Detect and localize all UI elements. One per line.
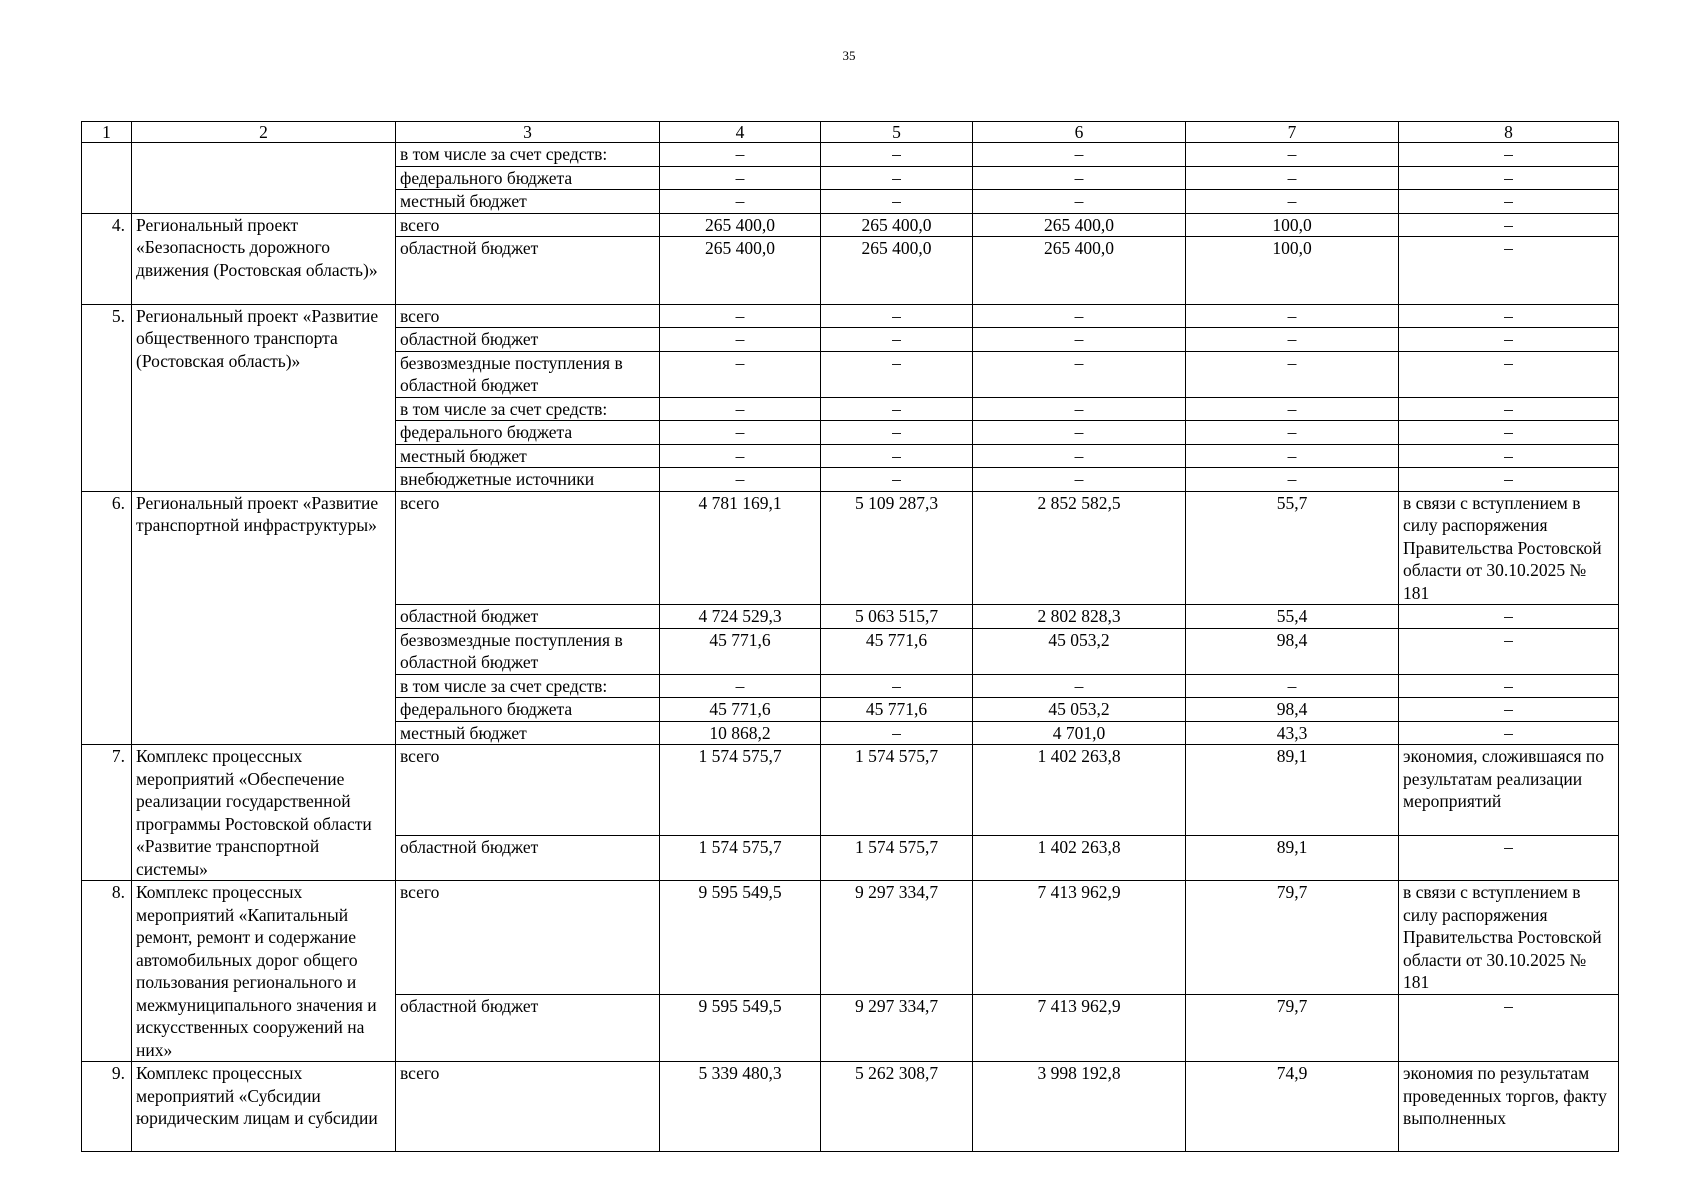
source-label-cell: всего — [396, 881, 660, 995]
value-cell: – — [973, 351, 1186, 397]
source-label-cell: областной бюджет — [396, 994, 660, 1062]
budget-table — [81, 121, 1619, 1152]
value-cell: 265 400,0 — [821, 213, 973, 237]
value-cell: – — [1186, 674, 1399, 698]
value-cell: – — [821, 190, 973, 214]
value-cell: 45 771,6 — [821, 628, 973, 674]
value-cell: 7 413 962,9 — [973, 994, 1186, 1062]
source-label-cell: местный бюджет — [396, 190, 660, 214]
value-cell: – — [660, 143, 821, 167]
value-cell: 4 701,0 — [973, 721, 1186, 745]
note-cell: – — [1399, 721, 1619, 745]
value-cell: – — [1399, 190, 1619, 214]
value-cell: – — [973, 444, 1186, 468]
table-row — [82, 304, 1619, 328]
table-row — [82, 881, 1619, 995]
value-cell: 5 262 308,7 — [821, 1062, 973, 1152]
item-name-cell: Комплекс процессных мероприятий «Субсидии юридическим лицам и субсидии — [132, 1062, 396, 1152]
value-cell: 45 771,6 — [660, 628, 821, 674]
value-cell: 45 771,6 — [660, 698, 821, 722]
value-cell: – — [660, 397, 821, 421]
note-cell: – — [1399, 605, 1619, 629]
value-cell: 10 868,2 — [660, 721, 821, 745]
value-cell: – — [821, 304, 973, 328]
row-number-cell: 9. — [82, 1062, 132, 1152]
value-cell: 100,0 — [1186, 237, 1399, 305]
value-cell: 4 781 169,1 — [660, 491, 821, 605]
source-label-cell: областной бюджет — [396, 605, 660, 629]
table-row — [82, 213, 1619, 237]
row-number-cell: 5. — [82, 304, 132, 491]
note-cell: – — [1399, 397, 1619, 421]
header-cell: 4 — [660, 122, 821, 143]
value-cell: 9 595 549,5 — [660, 881, 821, 995]
value-cell: 1 574 575,7 — [660, 745, 821, 836]
value-cell: 265 400,0 — [973, 213, 1186, 237]
row-number-cell: 7. — [82, 745, 132, 881]
value-cell: 45 771,6 — [821, 698, 973, 722]
source-label-cell: местный бюджет — [396, 721, 660, 745]
value-cell: 55,7 — [1186, 491, 1399, 605]
item-name-cell — [132, 143, 396, 214]
header-cell: 5 — [821, 122, 973, 143]
value-cell: 2 852 582,5 — [973, 491, 1186, 605]
value-cell: 265 400,0 — [821, 237, 973, 305]
source-label-cell: безвозмездные поступления в областной бюджет — [396, 628, 660, 674]
value-cell: – — [973, 397, 1186, 421]
value-cell: – — [1186, 190, 1399, 214]
value-cell: 45 053,2 — [973, 698, 1186, 722]
value-cell: – — [973, 468, 1186, 492]
item-name-cell: Региональный проект «Развитие транспортной инфраструктуры» — [132, 491, 396, 745]
row-number-cell — [82, 143, 132, 214]
value-cell: 9 297 334,7 — [821, 881, 973, 995]
value-cell: – — [973, 304, 1186, 328]
note-cell: – — [1399, 835, 1619, 880]
header-cell: 8 — [1399, 122, 1619, 143]
note-cell: экономия, сложившаяся по результатам реализации мероприятий — [1399, 745, 1619, 836]
header-cell: 7 — [1186, 122, 1399, 143]
value-cell: 89,1 — [1186, 835, 1399, 880]
source-label-cell: всего — [396, 1062, 660, 1152]
value-cell: – — [1186, 444, 1399, 468]
value-cell: 265 400,0 — [660, 213, 821, 237]
value-cell: 1 402 263,8 — [973, 835, 1186, 880]
source-label-cell: местный бюджет — [396, 444, 660, 468]
value-cell: – — [1399, 166, 1619, 190]
value-cell: – — [821, 143, 973, 167]
value-cell: 9 297 334,7 — [821, 994, 973, 1062]
value-cell: 43,3 — [1186, 721, 1399, 745]
value-cell: – — [1186, 143, 1399, 167]
note-cell: – — [1399, 994, 1619, 1062]
value-cell: – — [973, 166, 1186, 190]
value-cell: 1 574 575,7 — [821, 745, 973, 836]
value-cell: – — [660, 351, 821, 397]
value-cell: 1 574 575,7 — [821, 835, 973, 880]
source-label-cell: всего — [396, 491, 660, 605]
note-cell: – — [1399, 421, 1619, 445]
value-cell: – — [973, 143, 1186, 167]
source-label-cell: областной бюджет — [396, 328, 660, 352]
value-cell: – — [973, 190, 1186, 214]
note-cell: в связи с вступлением в силу распоряжения Правительства Ростовской области от 30.10.2025 № 181 — [1399, 491, 1619, 605]
source-label-cell: федерального бюджета — [396, 166, 660, 190]
value-cell: 45 053,2 — [973, 628, 1186, 674]
header-cell: 6 — [973, 122, 1186, 143]
value-cell: – — [1186, 468, 1399, 492]
source-label-cell: федерального бюджета — [396, 698, 660, 722]
row-number-cell: 8. — [82, 881, 132, 1062]
value-cell: – — [660, 190, 821, 214]
value-cell: – — [973, 674, 1186, 698]
item-name-cell: Комплекс процессных мероприятий «Капитальный ремонт, ремонт и содержание автомобильных дорог общего пользования регионального и межмуниципального значения и искусственных сооружений на них» — [132, 881, 396, 1062]
value-cell: – — [660, 468, 821, 492]
source-label-cell: в том числе за счет средств: — [396, 674, 660, 698]
value-cell: 7 413 962,9 — [973, 881, 1186, 995]
value-cell: – — [821, 166, 973, 190]
source-label-cell: областной бюджет — [396, 237, 660, 305]
value-cell: 3 998 192,8 — [973, 1062, 1186, 1152]
source-label-cell: областной бюджет — [396, 835, 660, 880]
source-label-cell: в том числе за счет средств: — [396, 143, 660, 167]
table-row — [82, 745, 1619, 836]
value-cell: – — [660, 304, 821, 328]
value-cell: – — [973, 421, 1186, 445]
note-cell: в связи с вступлением в силу распоряжения Правительства Ростовской области от 30.10.2025 № 181 — [1399, 881, 1619, 995]
value-cell: – — [821, 351, 973, 397]
note-cell: экономия по результатам проведенных торгов, факту выполненных — [1399, 1062, 1619, 1152]
value-cell: – — [821, 397, 973, 421]
item-name-cell: Региональный проект «Безопасность дорожного движения (Ростовская область)» — [132, 213, 396, 304]
row-number-cell: 4. — [82, 213, 132, 304]
note-cell: – — [1399, 444, 1619, 468]
value-cell: – — [821, 421, 973, 445]
value-cell: – — [1186, 166, 1399, 190]
value-cell: – — [660, 166, 821, 190]
note-cell: – — [1399, 674, 1619, 698]
note-cell: – — [1399, 237, 1619, 305]
value-cell: – — [821, 328, 973, 352]
value-cell: – — [1186, 304, 1399, 328]
value-cell: – — [1186, 421, 1399, 445]
header-row — [82, 122, 1619, 143]
value-cell: 5 109 287,3 — [821, 491, 973, 605]
value-cell: – — [821, 468, 973, 492]
source-label-cell: всего — [396, 213, 660, 237]
header-cell: 3 — [396, 122, 660, 143]
value-cell: – — [821, 721, 973, 745]
value-cell: 2 802 828,3 — [973, 605, 1186, 629]
note-cell: – — [1399, 304, 1619, 328]
value-cell: 79,7 — [1186, 994, 1399, 1062]
page-number: 35 — [842, 48, 856, 63]
value-cell: 89,1 — [1186, 745, 1399, 836]
note-cell: – — [1399, 628, 1619, 674]
value-cell: 79,7 — [1186, 881, 1399, 995]
value-cell: 98,4 — [1186, 628, 1399, 674]
value-cell: – — [1186, 328, 1399, 352]
note-cell: – — [1399, 213, 1619, 237]
note-cell: – — [1399, 351, 1619, 397]
value-cell: 98,4 — [1186, 698, 1399, 722]
source-label-cell: федерального бюджета — [396, 421, 660, 445]
value-cell: 4 724 529,3 — [660, 605, 821, 629]
value-cell: – — [821, 674, 973, 698]
source-label-cell: в том числе за счет средств: — [396, 397, 660, 421]
value-cell: 5 339 480,3 — [660, 1062, 821, 1152]
value-cell: – — [973, 328, 1186, 352]
value-cell: 265 400,0 — [660, 237, 821, 305]
value-cell: – — [660, 421, 821, 445]
table-row — [82, 491, 1619, 605]
value-cell: – — [1186, 351, 1399, 397]
source-label-cell: всего — [396, 745, 660, 836]
value-cell: 1 574 575,7 — [660, 835, 821, 880]
value-cell: – — [660, 444, 821, 468]
table-row — [82, 143, 1619, 167]
value-cell: 265 400,0 — [973, 237, 1186, 305]
note-cell: – — [1399, 468, 1619, 492]
note-cell: – — [1399, 698, 1619, 722]
item-name-cell: Региональный проект «Развитие общественного транспорта (Ростовская область)» — [132, 304, 396, 491]
value-cell: – — [1399, 143, 1619, 167]
row-number-cell: 6. — [82, 491, 132, 745]
value-cell: 100,0 — [1186, 213, 1399, 237]
source-label-cell: безвозмездные поступления в областной бюджет — [396, 351, 660, 397]
value-cell: – — [1186, 397, 1399, 421]
note-cell: – — [1399, 328, 1619, 352]
source-label-cell: всего — [396, 304, 660, 328]
value-cell: – — [660, 328, 821, 352]
value-cell: – — [821, 444, 973, 468]
header-cell: 1 — [82, 122, 132, 143]
value-cell: 55,4 — [1186, 605, 1399, 629]
value-cell: 5 063 515,7 — [821, 605, 973, 629]
item-name-cell: Комплекс процессных мероприятий «Обеспечение реализации государственной программы Ростовской области «Развитие транспортной системы» — [132, 745, 396, 881]
value-cell: 74,9 — [1186, 1062, 1399, 1152]
value-cell: – — [660, 674, 821, 698]
table-row — [82, 1062, 1619, 1152]
header-cell: 2 — [132, 122, 396, 143]
source-label-cell: внебюджетные источники — [396, 468, 660, 492]
value-cell: 9 595 549,5 — [660, 994, 821, 1062]
value-cell: 1 402 263,8 — [973, 745, 1186, 836]
